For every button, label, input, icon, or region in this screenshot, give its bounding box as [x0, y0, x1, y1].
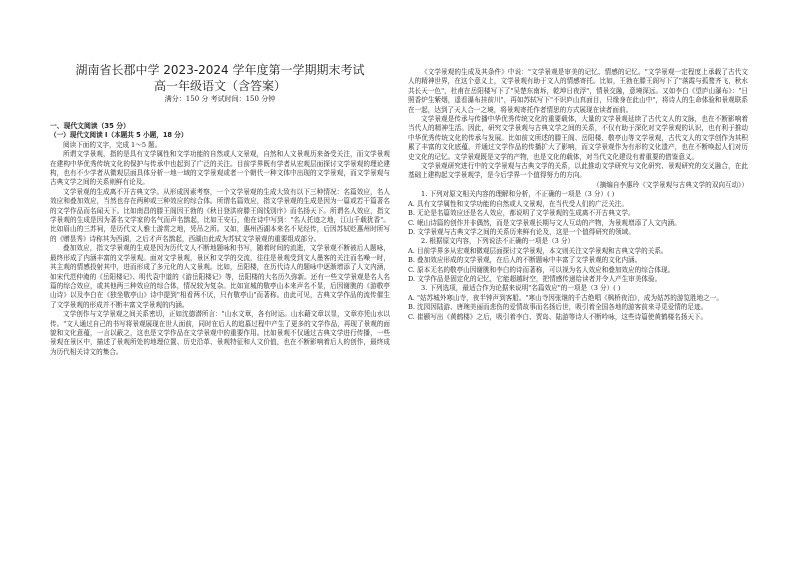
paragraph: 所谓文学景观，指的是具有文学属性和文学功能的自然或人文景观，自然和人文景观历来备受关注，而文学景观在建构中华优秀传统文化的保护与传承中也起到了广泛的关注。目前学界既有学者从宏观层面探讨文学景观的理论建构，也有不少学者从微观层面具体分析一地一域的文学景观或者一个朝代一种文体中出现的文学景观，而文学景观与古典文学之间的关系则鲜有论及。	[50, 150, 390, 187]
question-2: 2. 根据原文内容，下列说法不正确的一项是（3 分）	[421, 237, 575, 246]
paragraph: 叠加效应，指文学景观的生成是因为历代文人不断地题咏和书写，随着时间的流逝，文学景观不断被后人题咏，最终形成了内涵丰富的文学景观。面对文学景观，景区和文学的交流，往往是景观受到文人墨客的关注而名噪一时，其主观的情感投射其中，进而形成了多元化的人文景观。比如，岳阳楼，在历代诗人的题咏中逐渐增添了人文内涵，如宋代范仲淹的《岳阳楼记》、明代袁中道的《游岳阳楼记》等，岳阳楼的大名历久弥新。还有一些文学景观是名人名篇的综合效应，或其他两三种效应的综合体，情况较为复杂。比如宣城的敬亭山本来声名不显，后因谢朓的《游敬亭山诗》以及李白在《独坐敬亭山》诗中提到"相看两不厌，只有敬亭山"而著称。由此可见，古典文学作品的流传催生了文学景观的形成并不断丰富文学景观的内涵。	[50, 244, 390, 309]
exam-meta: 满分：150 分 考试时间：150 分钟	[164, 95, 276, 103]
option: C. 原本无名的敬亭山因谢朓和李白的诗而著称，可以视为名人效应和叠加效应的综合体现。	[408, 265, 675, 274]
option: D. 文学作品是固定化的记忆，它能超越时空，把情感传递给读者并令人产生审美体验。	[408, 274, 662, 283]
question-3: 3. 下列选项，最适合作为论据来说明"名篇效应"的一项是（3 分）( )	[421, 284, 621, 293]
left-column	[50, 0, 390, 357]
exam-title: 湖南省长郡中学 2023-2024 学年度第一学期期末考试	[75, 63, 365, 77]
option: A. 具有文学属性和文学功能的自然或人文景观，在当代受人们的广泛关注。	[408, 199, 628, 208]
option: D. 文学景观与古典文学之间的关系历来鲜有论及，这是一个值得研究的领域。	[408, 227, 635, 236]
subsection-heading: （一）现代文阅读 I（本题共 5 小题，18 分）	[50, 131, 188, 140]
option: A. "姑苏城外寒山寺，夜半钟声到客船。"寒山寺因张继的千古绝唱《枫桥夜泊》，成为姑苏的游览胜地之一。	[408, 293, 724, 302]
option: B. 沈园因陆游、唐琬美丽而悲伤的爱情故事而名扬后世，吸引着全国各地的游客前来寻觅爱情的足迹。	[408, 303, 708, 312]
option: B. 无论是名篇效应还是名人效应，都说明了文学景观的生成离不开古典文学。	[408, 209, 635, 218]
paragraph: 文学景观研究进行中的文学景观与古典文学的关系，以此推动文学研究与文化研究、景观研究的交叉融合，在此基础上建构起文学景观学，是今后学界一个值得努力的方向。	[408, 162, 748, 180]
source-citation: （摘编自李惠玲《文学景观与古典文学的双向互动》）	[593, 180, 748, 189]
exam-subtitle: 高一年级语文（含答案）	[153, 79, 286, 93]
paragraph: 《文学景观的生成及其条件》中说："文学景观是审美的记忆、情感的记忆。"文学景观一定程度上承载了古代文人的精神世界，在这个意义上，文学景观有助于文人的情感寄托。比如，王勃在滕王阁写下了"落霞与孤鹜齐飞，秋水共长天一色"，杜甫在岳阳楼写下了"吴楚东南坼，乾坤日夜浮"，情景交融，意境深远。又如李白《望庐山瀑布》："日照香炉生紫烟，遥看瀑布挂前川"，再如苏轼写下"不识庐山真面目，只缘身在此山中"，将诗人的生命体验和景观联系在一起，达到了天人合一之境，将景观寄托作者情思的方式展现在读者面前。	[408, 68, 748, 114]
option: C. 崔颢写出《黄鹤楼》之后，吸引着李白、贾岛、陆游等诗人不断吟咏，这些诗篇使黄鹤楼名扬天下。	[408, 312, 708, 321]
option: A. 目前学界多从宏观和微观层面探讨文学景观，本文则关注文学景观和古典文学的关系。	[408, 246, 668, 255]
question-1: 1. 下列对原文相关内容的理解和分析，不正确的一项是（3 分）( )	[421, 190, 615, 199]
paragraph: 文学创作与文学景观之间关系密切，正如沈德潜所言："山水文章，各有时运。山水藉文章以显，文章亦凭山水以传。"文人通过自己的书写将景观展现在世人面前，同时在后人的追慕过程中产生了更多的文学作品，再现了景观的面貌和文化意蕴，一言以蔽之，这也是文学作品在文学景观中的重要作用。比如景观不仅通过古典文学进行传播，一些景观在景区中，描述了景观所处的地理位置、历史沿革、景观特征和人文价值，也在不断影响着后人的创作，最终成为历代相关诗文的集合。	[50, 310, 390, 356]
paragraph: 文学景观是传承与传播中华优秀传统文化的重要载体，大量的文学景观延续了古代文人的文脉，也在不断影响着当代人的精神生活。因此，研究文学景观与古典文学之间的关系，不仅有助于深化对文学景观的认识，也有利于推动中华优秀传统文化的传承与发展。比如前文所述的滕王阁、岳阳楼、敬亭山等文学景观，古代文人的文学创作为其积累了丰富的文化底蕴，并通过文学作品的传播扩大了影响，而文学景观作为有形的文化遗产，也在不断唤起人们对历史文化的记忆。文学景观既是文学的产物，也是文化的载体，对当代文化建设有着重要的借鉴意义。	[408, 115, 748, 161]
paragraph: 文学景观的生成离不开古典文学。从形成因素考察，一个文学景观的生成大致有以下三种情况：名篇效应，名人效应和叠加效应，当然也存在两种或三种效应的综合体。所谓名篇效应，指文学景观的生成是因为一篇或若干篇著名的文学作品而名闻天下。比如南昌的滕王阁因王勃的《秋日登洪府滕王阁饯别序》而名扬天下。所谓名人效应，指文学景观的生成是因为著名文学家的名气而声名鹊起，比如王安石，他在诗中写到："名人托迹之地，江山千载犹香"。比如眉山的三苏祠，是历代文人雅士游赏之地，凭吊之所。又如，惠州西湖本来名不见经传，后因苏轼贬惠州时所写的《赠昙秀》诗称其为西湖，之后才声名鹊起，西湖由此成为苏轼文学景观的重要组成部分。	[50, 187, 390, 243]
section-heading: 一、现代文阅读（35 分）	[50, 122, 130, 130]
instruction: 阅读下面的文字，完成 1～5 题。	[63, 140, 162, 149]
option: C. 岷山诗篇的创作并非偶然，而是文学景观长期与文人互动的产物，为景观增添了人文内涵。	[408, 218, 681, 227]
right-column	[408, 0, 748, 322]
option: B. 叠加效应形成的文学景观，在后人的不断题咏中丰富了文学景观的文化内涵。	[408, 256, 642, 265]
